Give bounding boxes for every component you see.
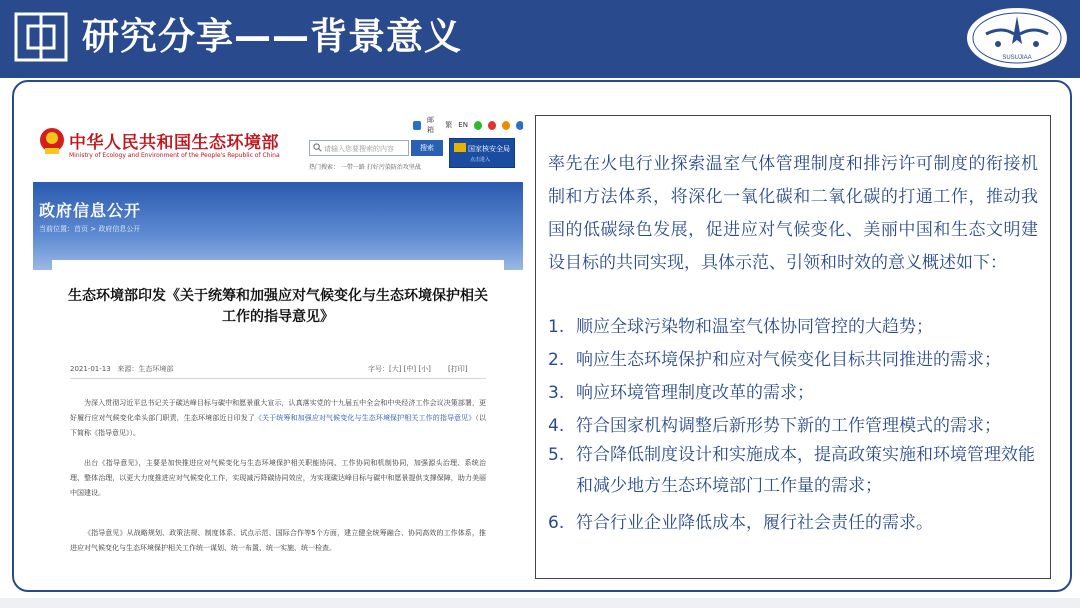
paragraph-1-lead: 为深入贯彻习近平总书记关于碳达峰目标与碳中和愿景重大宣示，认真落实党的十九届五中全会和中央经济工作会议决策部署，更好履行应对气候变化牵头部门职责，生态环境部近日印发了 [70, 399, 486, 422]
point-number: 5. [548, 445, 565, 465]
hot-search-words[interactable]: 热门搜索： 一带一路 打好污染防治攻坚战 [309, 164, 421, 171]
traditional-link[interactable]: 繁 [445, 121, 453, 129]
point-text: 符合降低制度设计和实施成本，提高政策实施和环境管理效能和减少地方生态环境部门工作量的需求； [576, 445, 1035, 496]
search-input[interactable]: 请输入您要搜索的内容 [309, 140, 409, 156]
ministry-site-header [33, 112, 523, 182]
university-logo-icon [964, 4, 1070, 72]
point-text: 响应环境管理制度改革的需求； [576, 383, 814, 403]
top-links [413, 118, 523, 132]
nuclear-safety-badge[interactable] [449, 138, 515, 168]
weibo-icon[interactable] [488, 121, 496, 130]
page-title: 研究分享——背景意义 [82, 15, 462, 58]
article-divider [70, 378, 486, 379]
article-date: 2021-01-13 [70, 365, 111, 373]
nuclear-safety-sub: 点击进入 [470, 157, 491, 163]
ministry-name-cn: 中华人民共和国生态环境部 [69, 133, 279, 153]
article-paragraph-3: 《指导意见》从战略规划、政策法规、制度体系、试点示范、国际合作等5个方面，建立健全统筹融合、协同高效的工作体系，推进应对气候变化与生态环境保护相关工作统一谋划、统一布置、统一实施、统一检查。 [70, 529, 486, 552]
point-number: 2. [548, 350, 565, 370]
intro-paragraph: 率先在火电行业探索温室气体管理制度和排污许可制度的衔接机制和方法体系，将深化一氧化碳和二氧化碳的打通工作，推动我国的低碳绿色发展，促进应对气候变化、美丽中国和生态文明建设目标的共同实现，具体示范、引领和时效的意义概述如下： [548, 154, 1038, 273]
header-bar [0, 0, 1080, 78]
article-paragraph-1 [70, 396, 486, 441]
accessibility-icon[interactable] [516, 121, 523, 130]
point-number: 1. [548, 317, 565, 337]
print-link[interactable]: [打印] [448, 365, 468, 373]
article-paragraph-2: 出台《指导意见》，主要是加快推进应对气候变化与生态环境保护相关职能协同、工作协同和机制协同，加强源头治理、系统治理、整体治理，以更大力度推进应对气候变化工作，实现减污降碳协同效应，为实现碳达峰目标与碳中和愿景提供支撑保障，助力美丽中国建设。 [70, 459, 486, 497]
article-title: 生态环境部印发《关于统筹和加强应对气候变化与生态环境保护相关工作的指导意见》 [68, 288, 488, 325]
nuclear-safety-label: 国家核安全局 [468, 145, 510, 153]
significance-textbox [535, 115, 1051, 579]
point-number: 3. [548, 383, 565, 403]
article-source: 来源：生态环境部 [117, 365, 174, 373]
point-number: 4. [548, 416, 565, 436]
badge-emblem-icon [454, 143, 466, 152]
point-text: 符合国家机构调整后新形势下新的工作管理模式的需求； [576, 416, 1001, 436]
guideline-link[interactable]: 《关于统筹和加强应对气候变化与生态环境保护相关工作的指导意见》 [254, 414, 476, 422]
footer-strip [0, 598, 1080, 608]
point-text: 符合行业企业降低成本，履行社会责任的需求。 [576, 513, 933, 533]
ministry-webpage-screenshot [33, 112, 523, 566]
search-icon [313, 143, 322, 152]
breadcrumb[interactable]: 当前位置：首页 > 政府信息公开 [39, 225, 141, 233]
university-logo-text: SUSUJIAA [1002, 55, 1032, 61]
ministry-name-en: Ministry of Ecology and Environment of the People's Republic of China [69, 152, 280, 159]
font-size-switch[interactable]: 字号：[大] [中] [小] [368, 365, 431, 373]
national-emblem-icon [39, 126, 65, 156]
article-panel [52, 260, 504, 566]
mail-icon[interactable] [413, 121, 421, 130]
section-marker-icon [14, 12, 68, 62]
wechat-icon[interactable] [474, 121, 482, 130]
app-icon[interactable] [502, 121, 510, 130]
paragraph-1-tail: （以下简称《指导意见》）。 [70, 414, 487, 437]
point-text: 顺应全球污染物和温室气体协同管控的大趋势； [576, 317, 933, 337]
mail-link[interactable]: 邮箱 [426, 116, 434, 134]
article-meta [70, 364, 173, 374]
search-button[interactable]: 搜索 [411, 140, 443, 156]
english-link[interactable]: EN [458, 121, 468, 129]
point-number: 6. [548, 513, 565, 533]
gov-info-title: 政府信息公开 [39, 201, 142, 220]
gov-info-banner [33, 182, 523, 270]
point-text: 响应生态环境保护和应对气候变化目标共同推进的需求； [576, 350, 1001, 370]
